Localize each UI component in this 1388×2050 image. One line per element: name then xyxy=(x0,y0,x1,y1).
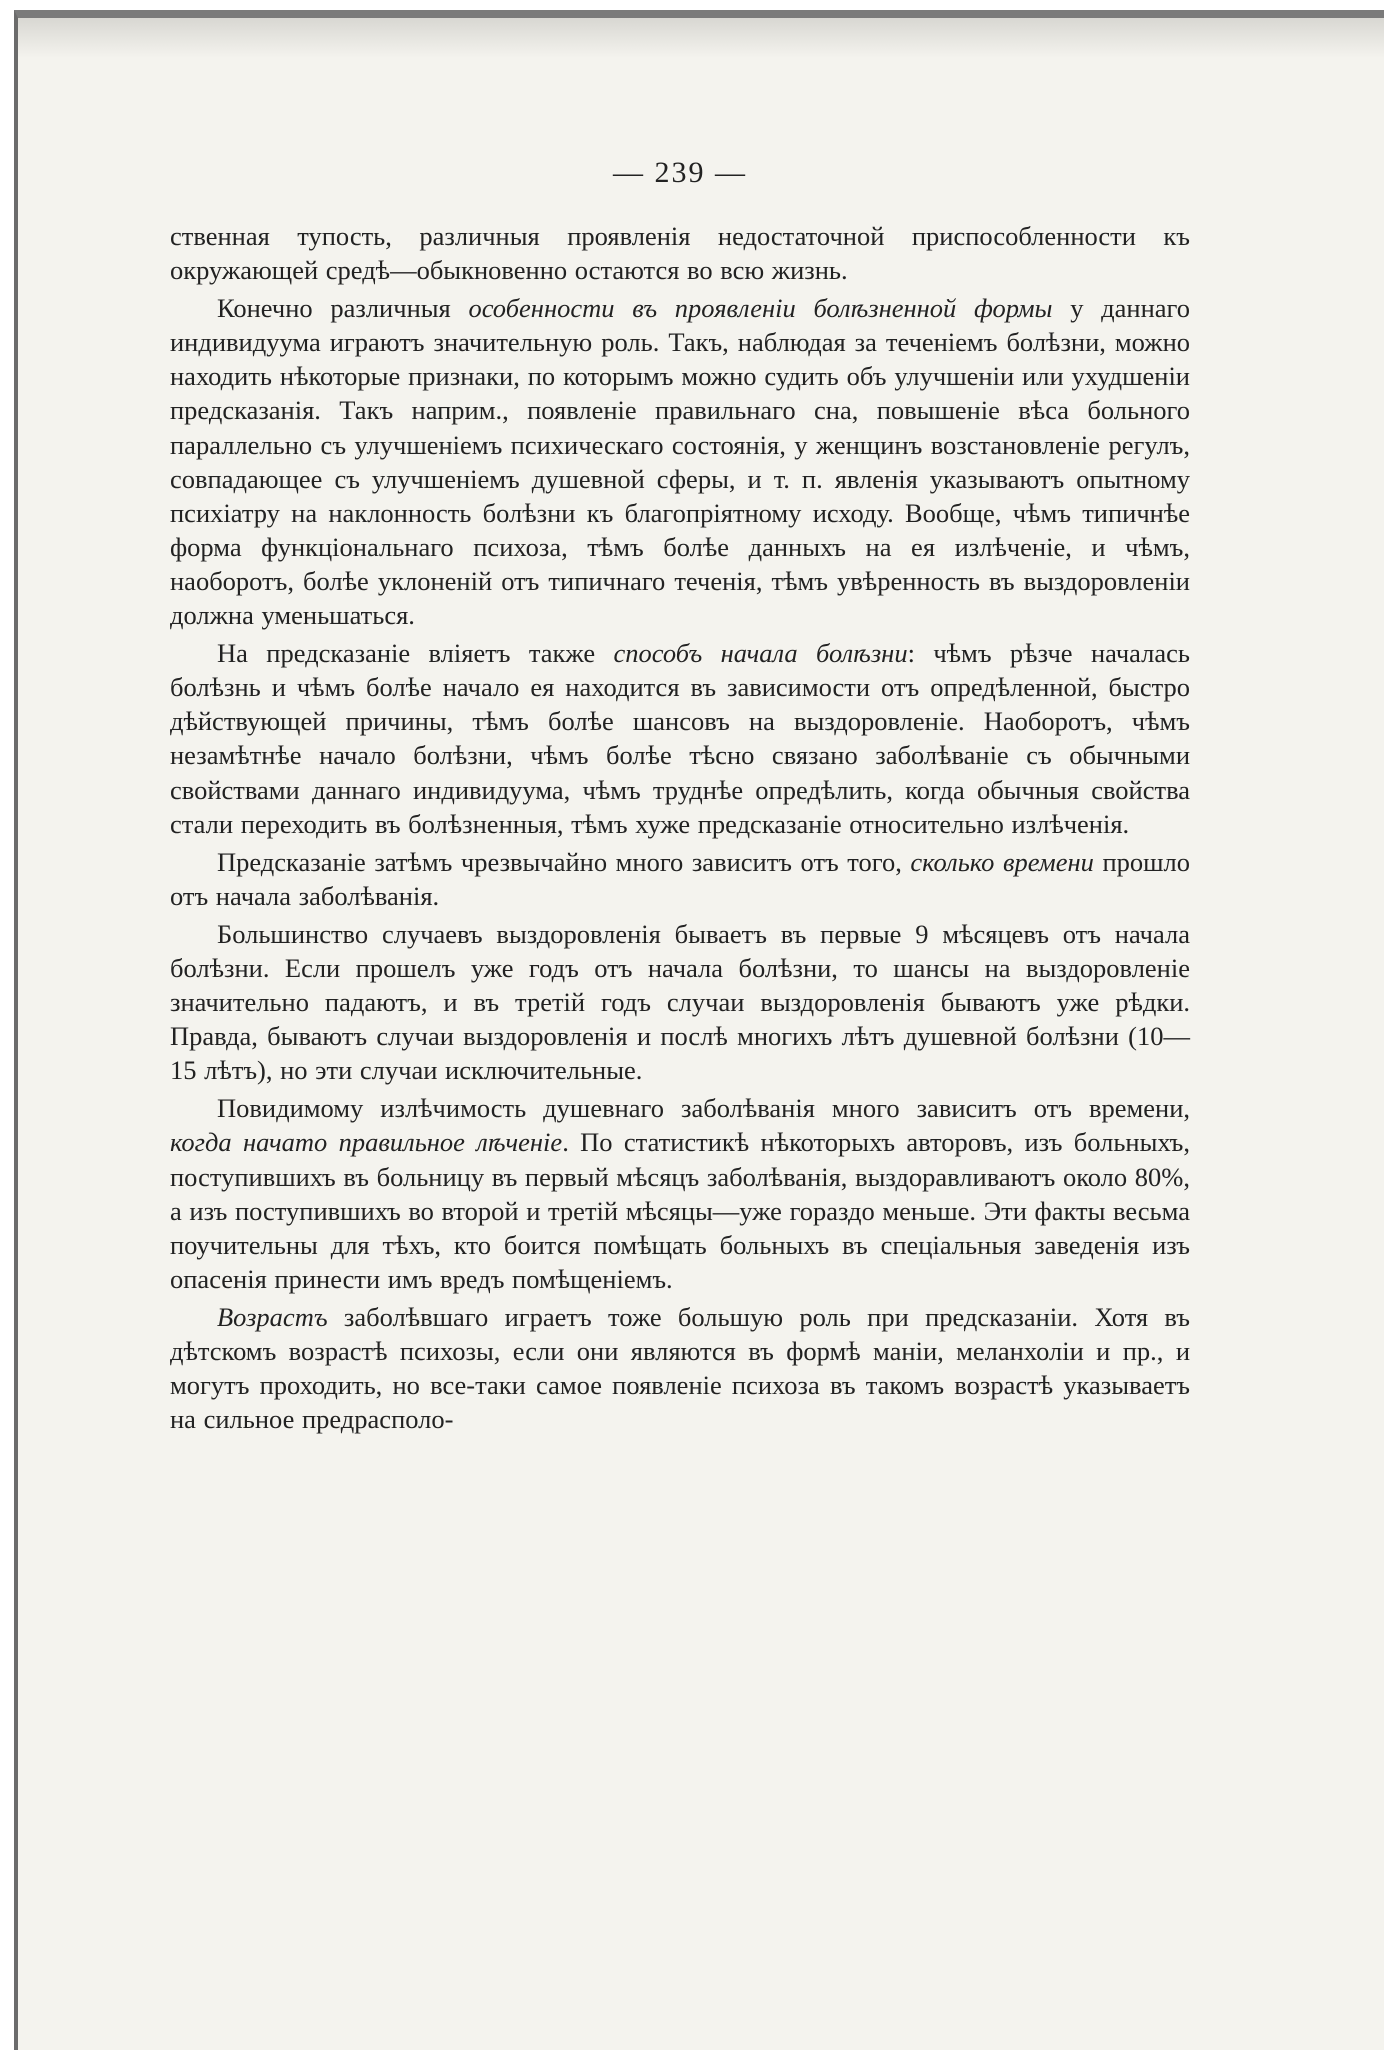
text-run: Конечно различныя xyxy=(217,293,469,324)
text-run: заболѣвшаго играетъ тоже большую роль при предсказаніи. Хотя въ дѣтскомъ возрастѣ психозы, если они являются въ формѣ маніи, меланхоліи и пр., и могутъ проходить, но все-таки самое появленіе психоза въ такомъ возрастѣ указываетъ на сильное предрасполо- xyxy=(170,1301,1190,1435)
italic-text-run: сколько времени xyxy=(910,846,1094,877)
text-run: . По статистикѣ нѣкоторыхъ авторовъ, изъ больныхъ, поступившихъ въ больницу въ первый мѣсяцъ заболѣванія, выздоравливаютъ около 80%, а изъ поступившихъ во второй и третій мѣсяцы—уже гораздо меньше. Эти факты весьма поучительны для тѣхъ, кто боится помѣщать больныхъ въ спеціальныя заведенія изъ опасенія принести имъ вредъ помѣщеніемъ. xyxy=(170,1127,1190,1294)
paragraph xyxy=(170,1300,1190,1436)
book-page xyxy=(170,155,1190,1440)
paragraph xyxy=(170,917,1190,1087)
text-run: Предсказаніе затѣмъ чрезвычайно много зависитъ отъ того, xyxy=(217,846,911,877)
italic-text-run: способъ начала болѣзни xyxy=(613,638,908,669)
text-run: На предсказаніе вліяетъ также xyxy=(217,638,614,669)
page-number: — 239 — xyxy=(613,156,747,189)
text-run: у даннаго индивидуума играютъ значительную роль. Такъ, наблюдая за теченіемъ болѣзни, можно находить нѣкоторые признаки, по которымъ можно судить объ улучшеніи или ухудшеніи предсказанія. Такъ наприм., появленіе правильнаго сна, повышеніе вѣса больного параллельно съ улучшеніемъ психическаго состоянія, у женщинъ возстановленіе регулъ, совпадающее съ улучшеніемъ душевной сферы, и т. п. явленія указываютъ опытному психіатру на наклонность болѣзни къ благопріятному исходу. Вообще, чѣмъ типичнѣе форма функціональнаго психоза, тѣмъ болѣе данныхъ на ея излѣченіе, и чѣмъ, наоборотъ, болѣе уклоненій отъ типичнаго теченія, тѣмъ увѣренность въ выздоровленіи должна уменьшаться. xyxy=(170,293,1190,631)
text-run: Повидимому излѣчимость душевнаго заболѣванія много зависитъ отъ времени, xyxy=(217,1093,1190,1124)
scan-edge-shadow xyxy=(18,18,1384,58)
text-run: прошло отъ начала заболѣванія. xyxy=(170,846,1191,911)
italic-text-run: Возрастъ xyxy=(217,1301,328,1332)
italic-text-run: особенности въ проявленіи болѣзненной формы xyxy=(468,293,1053,324)
italic-text-run: когда начато правильное лѣченіе xyxy=(170,1127,563,1158)
body-text xyxy=(170,219,1190,1436)
paragraph xyxy=(170,636,1190,841)
paragraph xyxy=(170,845,1190,913)
text-run: : чѣмъ рѣзче началась болѣзнь и чѣмъ болѣе начало ея находится въ зависимости отъ опредѣленной, быстро дѣйствующей причины, тѣмъ болѣе шансовъ на выздоровленіе. Наоборотъ, чѣмъ незамѣтнѣе начало болѣзни, чѣмъ болѣе тѣсно связано заболѣваніе съ обычными свойствами даннаго индивидуума, чѣмъ труднѣе опредѣлить, когда обычныя свойства стали переходить въ болѣзненныя, тѣмъ хуже предсказаніе относительно излѣченія. xyxy=(170,638,1190,839)
paragraph xyxy=(170,291,1190,632)
text-run: ственная тупость, различныя проявленія недостаточной приспособленности къ окружающей средѣ—обыкновенно остаются во всю жизнь. xyxy=(170,221,1190,286)
paragraph xyxy=(170,1091,1190,1296)
paragraph xyxy=(170,219,1190,287)
text-run: Большинство случаевъ выздоровленія бываетъ въ первые 9 мѣсяцевъ отъ начала болѣзни. Если прошелъ уже годъ отъ начала болѣзни, то шансы на выздоровленіе значительно падаютъ, и въ третій годъ случаи выздоровленія бываютъ уже рѣдки. Правда, бываютъ случаи выздоровленія и послѣ многихъ лѣтъ душевной болѣзни (10—15 лѣтъ), но эти случаи исключительные. xyxy=(170,918,1190,1086)
